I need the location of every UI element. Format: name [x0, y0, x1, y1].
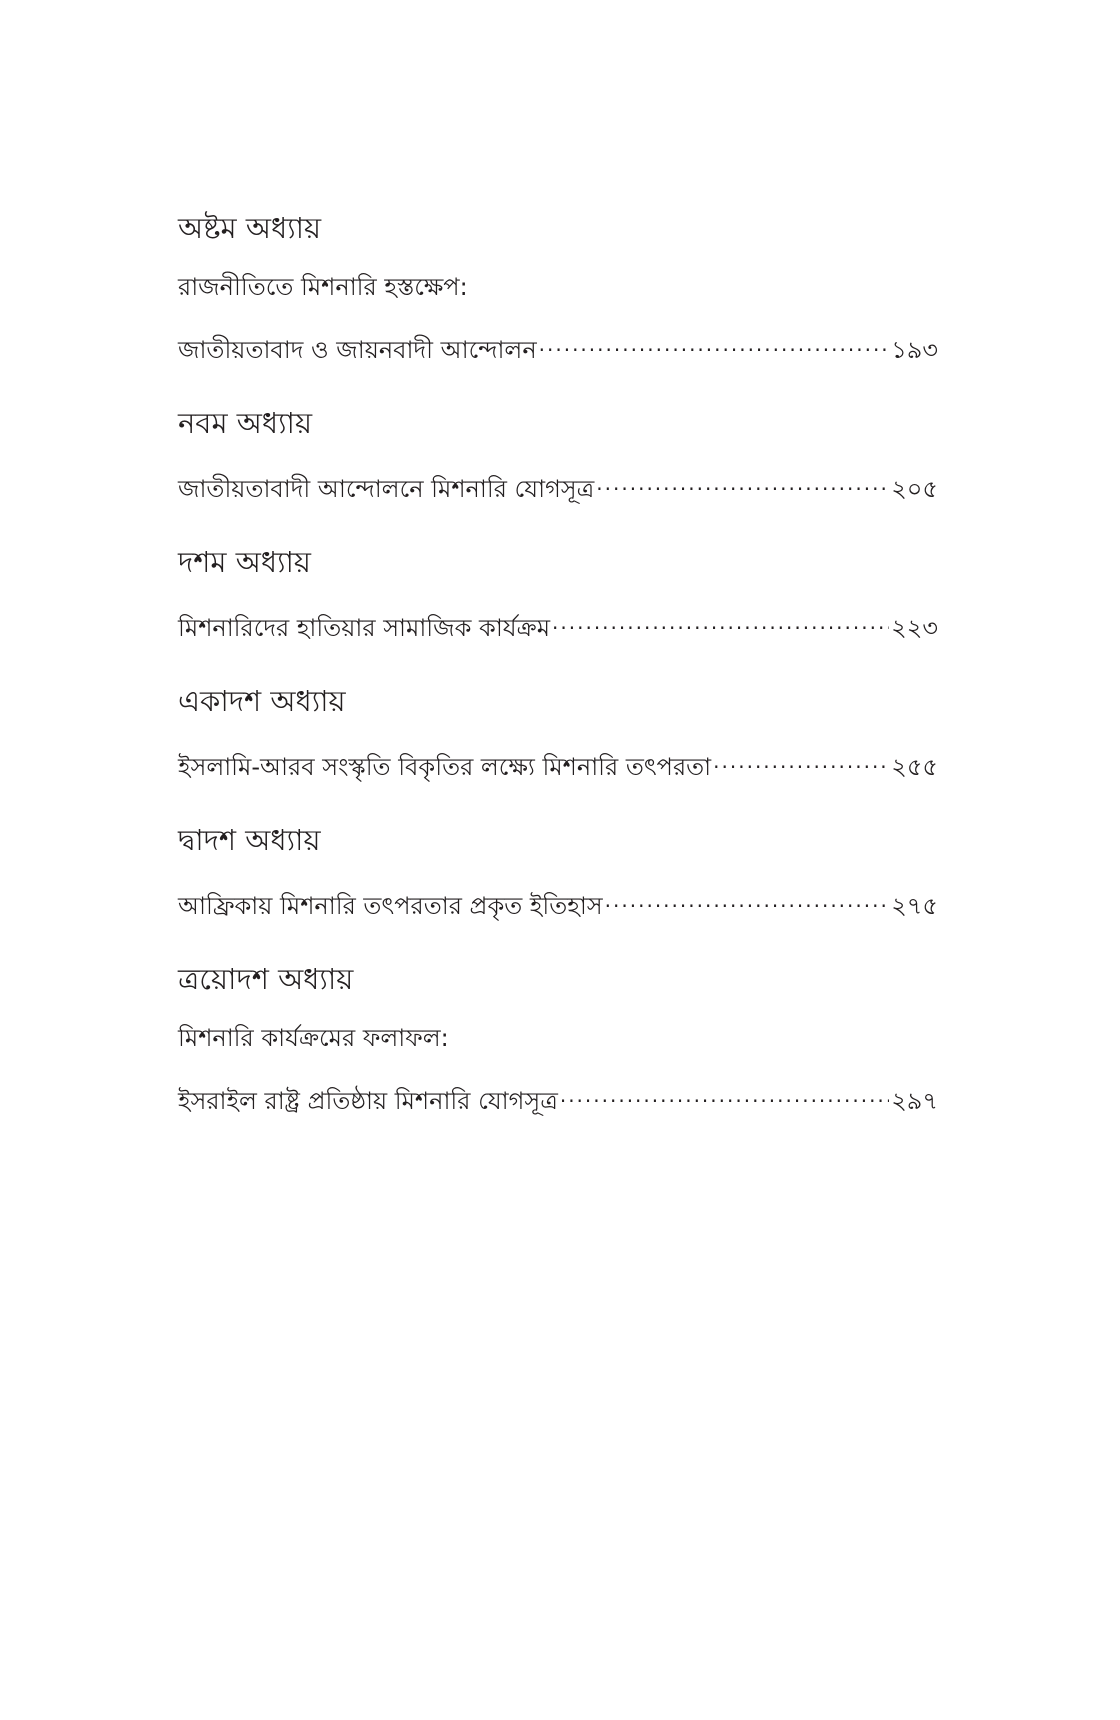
chapter-heading: অষ্টম অধ্যায় [178, 211, 322, 245]
chapter-13 [178, 961, 938, 1116]
chapter-subtitle: মিশনারি কার্যক্রমের ফলাফল: [178, 1024, 449, 1052]
chapter-9 [178, 405, 938, 504]
page-number: ২৯৭ [891, 1087, 938, 1115]
dot-leader [713, 745, 889, 775]
toc-entry[interactable] [178, 1079, 938, 1116]
toc-entry[interactable] [178, 606, 938, 643]
toc-entry[interactable] [178, 328, 938, 365]
chapter-heading: দ্বাদশ অধ্যায় [178, 823, 321, 857]
chapter-heading: ত্রয়োদশ অধ্যায় [178, 962, 354, 996]
page-number: ২৭৫ [891, 892, 938, 920]
chapter-11 [178, 683, 938, 782]
dot-leader [539, 328, 890, 358]
chapter-subtitle: রাজনীতিতে মিশনারি হস্তক্ষেপ: [178, 273, 468, 301]
toc-entry[interactable] [178, 467, 938, 504]
chapter-8 [178, 210, 938, 365]
chapter-12 [178, 822, 938, 921]
toc-entry[interactable] [178, 745, 938, 782]
entry-title: জাতীয়তাবাদী আন্দোলনে মিশনারি যোগসূত্র [178, 475, 595, 503]
dot-leader [605, 884, 890, 914]
chapter-10 [178, 544, 938, 643]
page-number: ১৯৩ [891, 336, 938, 364]
entry-title: মিশনারিদের হাতিয়ার সামাজিক কার্যক্রম [178, 614, 551, 642]
entry-title: ইসরাইল রাষ্ট্র প্রতিষ্ঠায় মিশনারি যোগসূত্র [178, 1087, 558, 1115]
entry-title: আফ্রিকায় মিশনারি তৎপরতার প্রকৃত ইতিহাস [178, 892, 603, 920]
dot-leader [552, 606, 889, 636]
chapter-heading: দশম অধ্যায় [178, 545, 311, 579]
page-number: ২২৩ [891, 614, 938, 642]
page-number: ২০৫ [891, 475, 938, 503]
entry-title: জাতীয়তাবাদ ও জায়নবাদী আন্দোলন [178, 336, 537, 364]
chapter-heading: একাদশ অধ্যায় [178, 684, 346, 718]
table-of-contents [178, 210, 938, 1156]
dot-leader [560, 1079, 889, 1109]
chapter-heading: নবম অধ্যায় [178, 406, 313, 440]
toc-entry[interactable] [178, 884, 938, 921]
page-number: ২৫৫ [891, 753, 938, 781]
dot-leader [596, 467, 889, 497]
entry-title: ইসলামি-আরব সংস্কৃতি বিকৃতির লক্ষ্যে মিশনারি তৎপরতা [178, 753, 712, 781]
